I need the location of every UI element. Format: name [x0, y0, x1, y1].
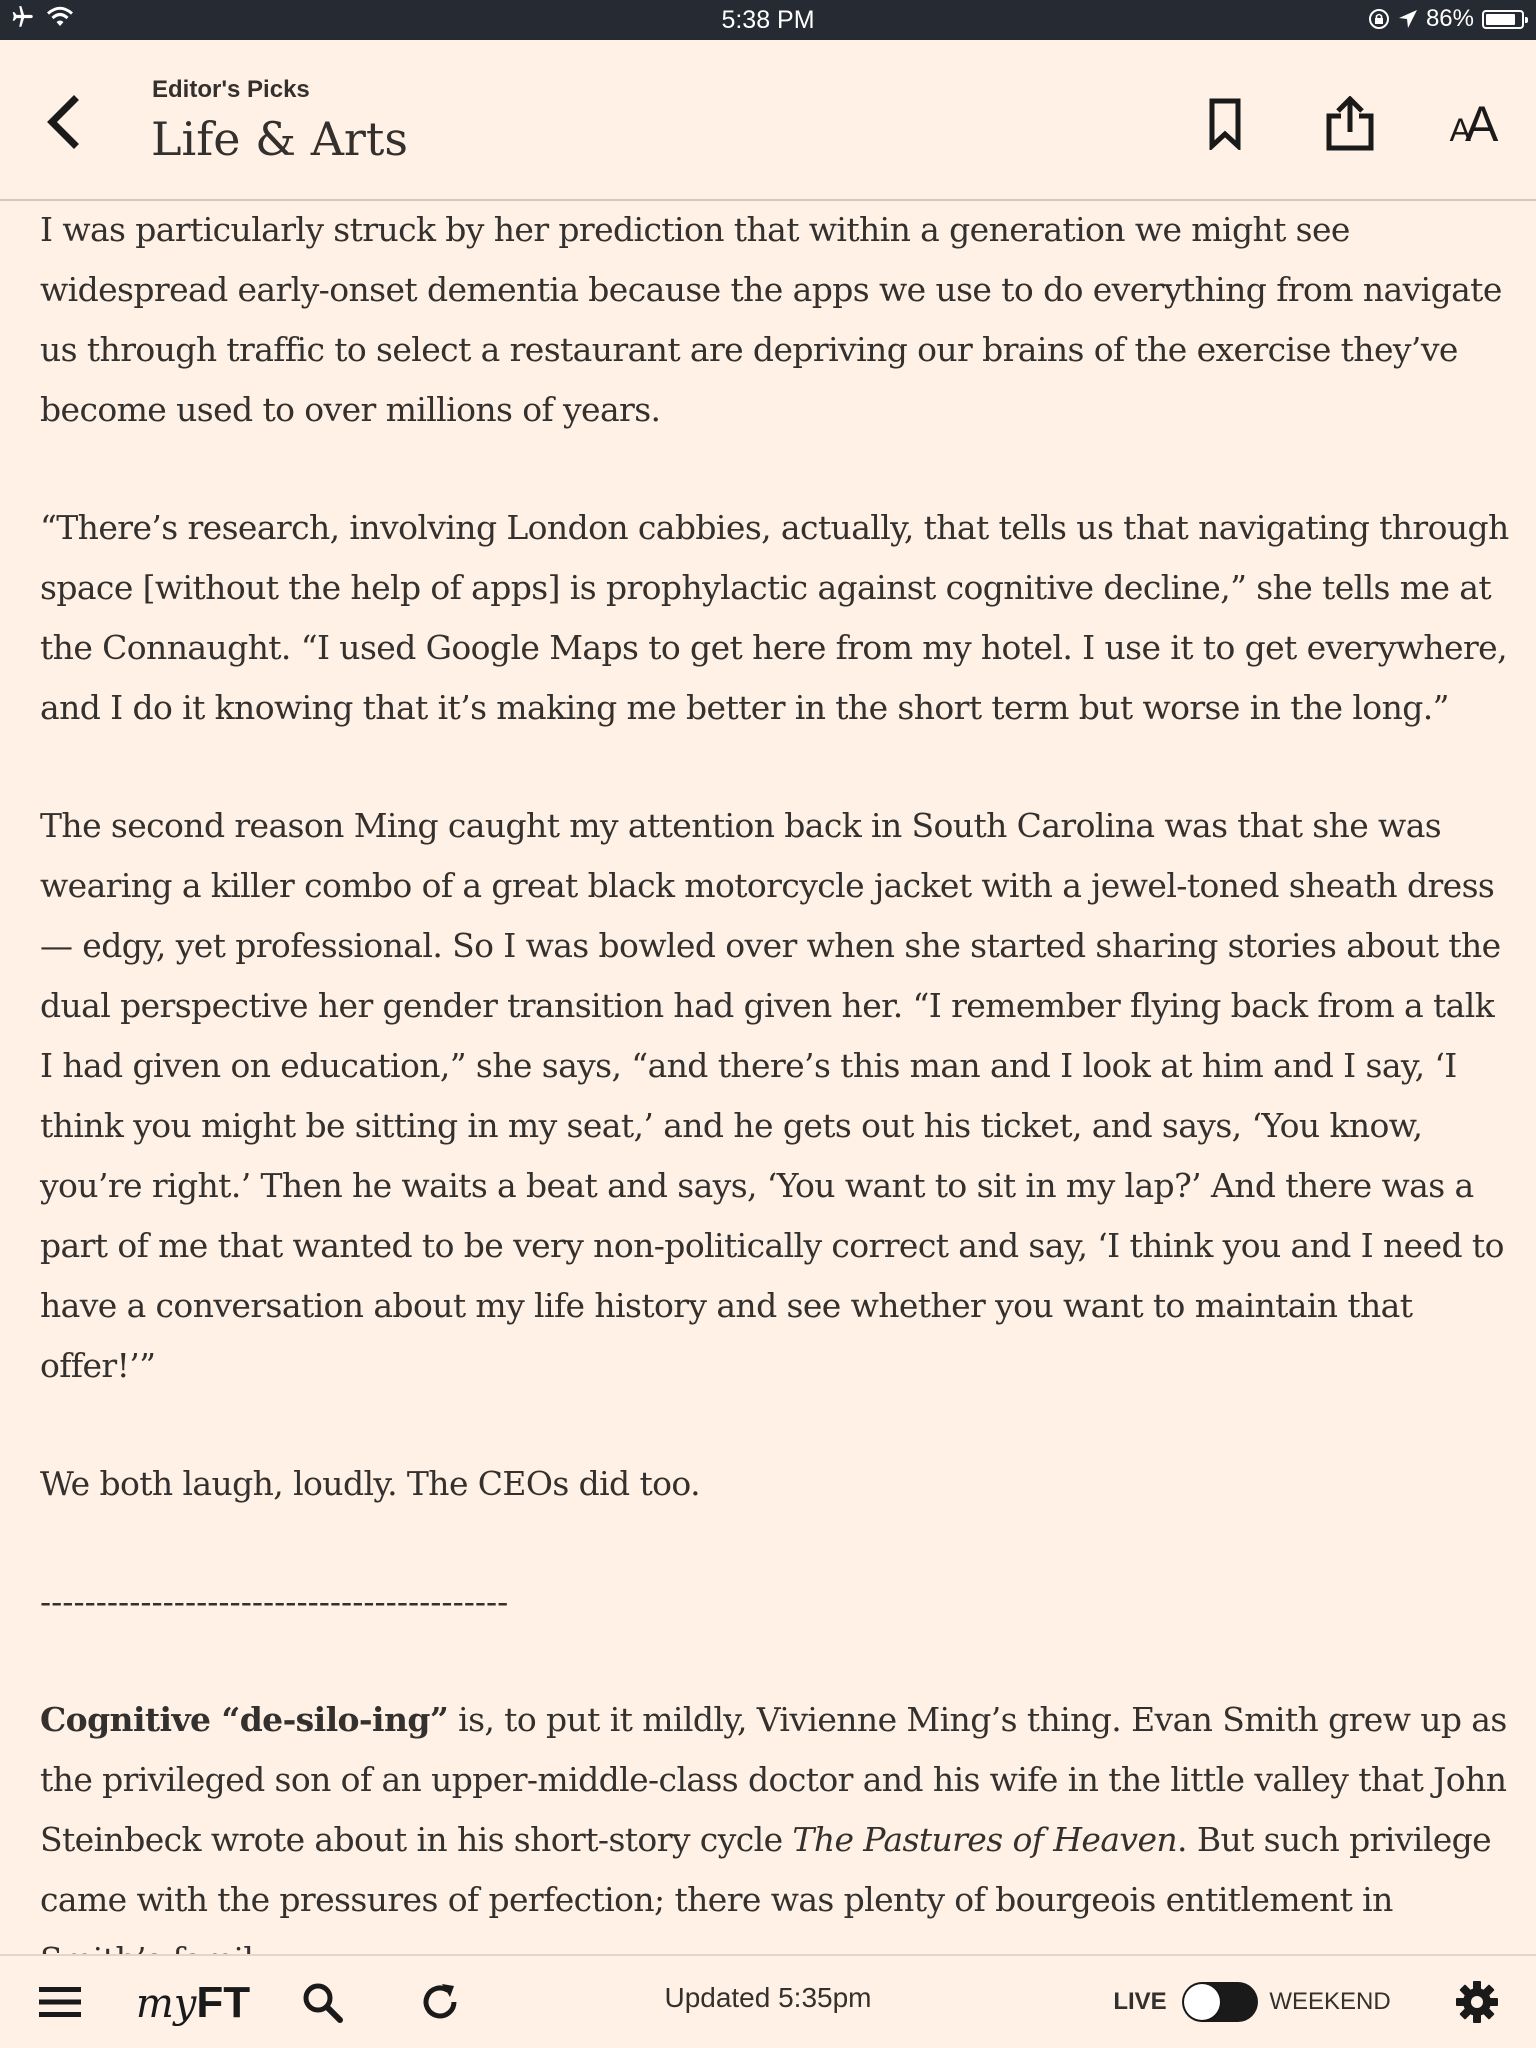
weekend-label-container	[1270, 1956, 1390, 2048]
status-bar	[0, 0, 1536, 40]
settings-gear-icon	[1455, 1980, 1499, 2024]
back-chevron-icon	[40, 92, 86, 152]
myft-ft: FT	[196, 1977, 251, 2027]
toggle-knob	[1184, 1984, 1220, 2020]
font-size-icon	[1449, 96, 1499, 152]
menu-icon	[39, 1985, 81, 2019]
article-body	[40, 200, 1510, 2048]
battery-fill	[1486, 14, 1515, 25]
status-bar-right	[1368, 5, 1524, 33]
refresh-button[interactable]	[410, 1956, 470, 2048]
back-button[interactable]	[40, 92, 86, 152]
bookmark-icon	[1208, 98, 1242, 150]
weekend-label: WEEKEND	[1269, 1988, 1391, 2015]
rotation-lock-icon	[1368, 8, 1390, 30]
myft-logo	[136, 1977, 250, 2028]
article-header	[0, 40, 1536, 201]
live-label: LIVE	[1113, 1988, 1167, 2015]
article-paragraph-1: I was particularly struck by her prediction that within a generation we might see widespread early-onset dementia because the apps we use to do everything from navigate us through traffic to select a restaurant are depriving our brains of the exercise they’ve become used to over millions of years.	[40, 210, 1502, 429]
bookmark-button[interactable]	[1185, 84, 1265, 164]
edition-toggle[interactable]	[1180, 1956, 1260, 2048]
share-icon	[1325, 96, 1375, 152]
section-lead-in: Cognitive “de-silo-ing”	[40, 1700, 449, 1739]
myft-button[interactable]	[135, 1956, 251, 2048]
section-title: Life & Arts	[151, 112, 408, 166]
section-divider: ------------------------------------------	[40, 1582, 509, 1621]
edition-toggle-switch[interactable]	[1182, 1982, 1258, 2022]
article-paragraph-5	[40, 1690, 1510, 1990]
battery-percent: 86%	[1425, 5, 1474, 32]
refresh-icon	[418, 1980, 462, 2024]
bottom-toolbar	[0, 1954, 1536, 2048]
article-paragraph-2: “There’s research, involving London cabbies, actually, that tells us that navigating through space [without the help of apps] is prophylactic against cognitive decline,” she tells me at the Connaught. “I used Google Maps to get here from my hotel. I use it to get everywhere, and I do it knowing that it’s making me better in the short term but worse in the long.”	[40, 508, 1509, 727]
section-kicker: Editor's Picks	[152, 76, 310, 103]
font-size-button[interactable]	[1434, 84, 1514, 164]
status-time: 5:38 PM	[721, 6, 815, 34]
paragraph-5-text-a: is, to put it mildly, Vivienne Ming’s thing. Evan Smith grew up as the privileged son of an upper-middle-class doctor and his wife in the little valley that John Steinbeck wrote about in his short-story cycle	[40, 1700, 1507, 1859]
article-paragraph-3: The second reason Ming caught my attention back in South Carolina was that she was wearing a killer combo of a great black motorcycle jacket with a jewel-toned sheath dress — edgy, yet professional. So I was bowled over when she started sharing stories about the dual perspective her gender transition had given her. “I remember flying back from a talk I had given on education,” she says, “and there’s this man and I look at him and I say, ‘I think you might be sitting in my seat,’ and he gets out his ticket, and says, ‘You know, you’re right.’ Then he waits a beat and says, ‘You want to sit in my lap?’ And there was a part of me that wanted to be very non-politically correct and say, ‘I think you and I need to have a conversation about my life history and see whether you want to maintain that offer!’”	[40, 806, 1504, 1385]
share-button[interactable]	[1310, 84, 1390, 164]
search-button[interactable]	[292, 1956, 352, 2048]
settings-button[interactable]	[1450, 1956, 1504, 2048]
live-label-container	[1110, 1956, 1170, 2048]
location-arrow-icon	[1398, 9, 1418, 29]
article-paragraph-4: We both laugh, loudly. The CEOs did too.	[40, 1464, 700, 1503]
updated-timestamp: Updated 5:35pm	[664, 1982, 872, 2013]
paragraph-5-text-b: . But such privilege came with the pressures of perfection; there was plenty of bourgeois entitlement in	[40, 1820, 1492, 1919]
book-title: The Pastures of Heaven	[792, 1820, 1178, 1859]
battery-icon	[1482, 10, 1524, 29]
search-icon	[301, 1981, 343, 2023]
font-size-small-a: A	[1449, 112, 1471, 148]
menu-button[interactable]	[30, 1956, 90, 2048]
font-size-large-a: A	[1464, 96, 1499, 152]
myft-my: my	[135, 1980, 197, 2027]
